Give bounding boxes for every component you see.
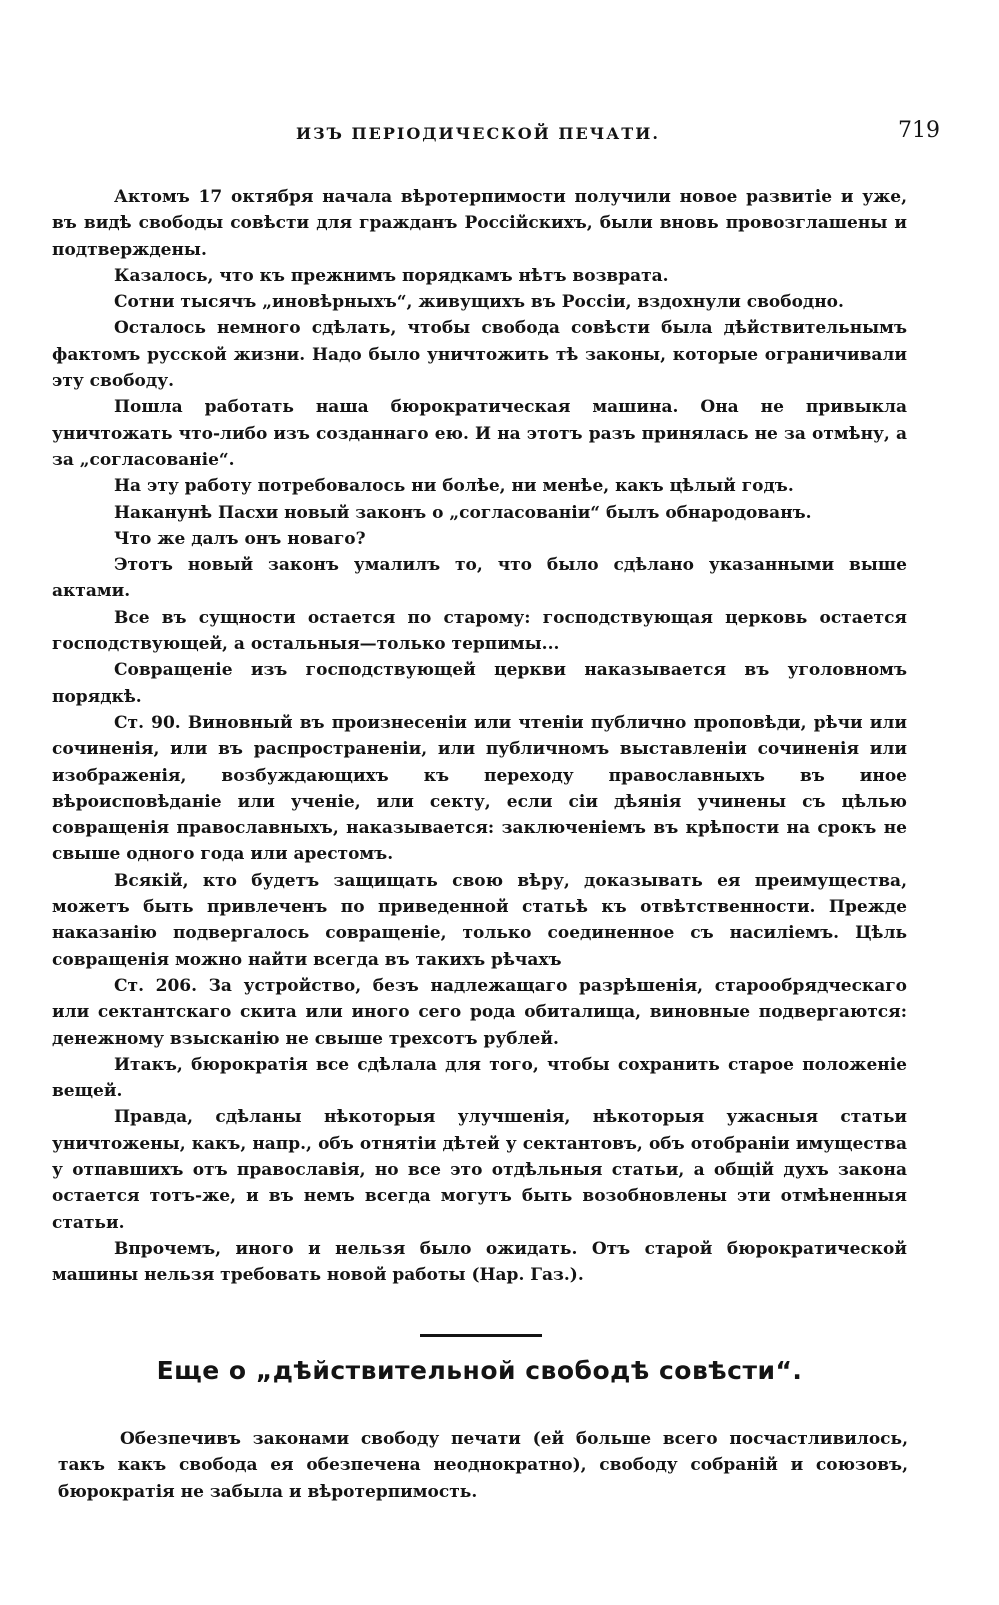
section-heading: Еще о „дѣйствительной свободѣ совѣсти“.	[156, 1356, 803, 1385]
paragraph: Совращеніе изъ господствующей церкви наказывается въ уголовномъ порядкѣ.	[52, 660, 907, 707]
paragraph: Этотъ новый законъ умалилъ то, что было сдѣлано указанными выше актами.	[52, 555, 907, 602]
paragraph: Итакъ, бюрократія все сдѣлала для того, чтобы сохранить старое положеніе вещей.	[52, 1054, 907, 1102]
article-body	[52, 184, 907, 1288]
paragraph: Впрочемъ, иного и нельзя было ожидать. Отъ старой бюрократической машины нельзя требовать новой работы (Нар. Газ.).	[52, 1238, 907, 1286]
paragraph: Обезпечивъ законами свободу печати (ей больше всего посчастливилось, такъ какъ свобода ея обезпечена неоднократно), свободу собраній и союзовъ, бюрократія не забыла и вѣротерпимость.	[58, 1429, 908, 1502]
paragraph: Наканунѣ Пасхи новый законъ о „согласованіи“ былъ обнародованъ.	[114, 502, 812, 523]
paragraph: Все въ сущности остается по старому: господствующая церковь остается господствующей, а остальныя—только терпимы...	[52, 607, 907, 655]
paragraph: На эту работу потребовалось ни болѣе, ни менѣе, какъ цѣлый годъ.	[114, 476, 794, 497]
paragraph: Что же далъ онъ новаго?	[114, 528, 366, 549]
law-article-paragraph: Ст. 90. Виновный въ произнесеніи или чтеніи публично проповѣди, рѣчи или сочиненія, или въ распространеніи, или публичномъ выставленіи сочиненія или изображенія, возбуждающихъ къ переходу православныхъ въ иное вѣроисповѣданіе или ученіе, или секту, если сіи дѣянія учинены съ цѣлью совращенія православныхъ, наказывается: заключеніемъ въ крѣпости на срокъ не свыше одного года или арестомъ.	[52, 712, 907, 865]
paragraph: Пошла работать наша бюрократическая машина. Она не привыкла уничтожать что-либо изъ созданнаго ею. И на этотъ разъ принялась не за отмѣну, а за „согласованіе“.	[52, 397, 907, 470]
paragraph: Всякій, кто будетъ защищать свою вѣру, доказывать ея преимущества, можетъ быть привлеченъ по приведенной статьѣ къ отвѣтственности. Прежде наказанію подвергалось совращеніе, только соединенное съ насиліемъ. Цѣль совращенія можно найти всегда въ такихъ рѣчахъ	[52, 870, 907, 970]
running-header	[60, 118, 940, 148]
paragraph: Казалось, что къ прежнимъ порядкамъ нѣтъ возврата.	[114, 265, 669, 286]
section-divider	[420, 1334, 542, 1337]
law-article-paragraph: Ст. 206. За устройство, безъ надлежащаго разрѣшенія, старообрядческаго или сектантскаго скита или иного сего рода обиталища, виновные подвергаются: денежному взысканію не свыше трехсотъ рублей.	[52, 975, 907, 1049]
running-title: ИЗЪ ПЕРІОДИЧЕСКОЙ ПЕЧАТИ.	[296, 124, 660, 143]
paragraph: Осталось немного сдѣлать, чтобы свобода совѣсти была дѣйствительнымъ фактомъ русской жизни. Надо было уничтожить тѣ законы, которые ограничивали эту свободу.	[52, 318, 907, 392]
paragraph: Правда, сдѣланы нѣкоторыя улучшенія, нѣкоторыя ужасныя статьи уничтожены, какъ, напр., объ отнятіи дѣтей у сектантовъ, объ отобраніи имущества у отпавшихъ отъ православія, но все это отдѣльныя статьи, а общій духъ закона остается тотъ-же, и въ немъ всегда могутъ быть возобновлены эти отмѣненныя статьи.	[52, 1107, 907, 1233]
paragraph: Актомъ 17 октября начала вѣротерпимости получили новое развитіе и уже, въ видѣ свободы совѣсти для гражданъ Россійскихъ, были вновь провозглашены и подтверждены.	[52, 187, 907, 260]
page-number: 719	[898, 118, 940, 143]
section-body	[58, 1426, 908, 1505]
paragraph: Сотни тысячъ „иновѣрныхъ“, живущихъ въ Россіи, вздохнули свободно.	[114, 292, 844, 313]
